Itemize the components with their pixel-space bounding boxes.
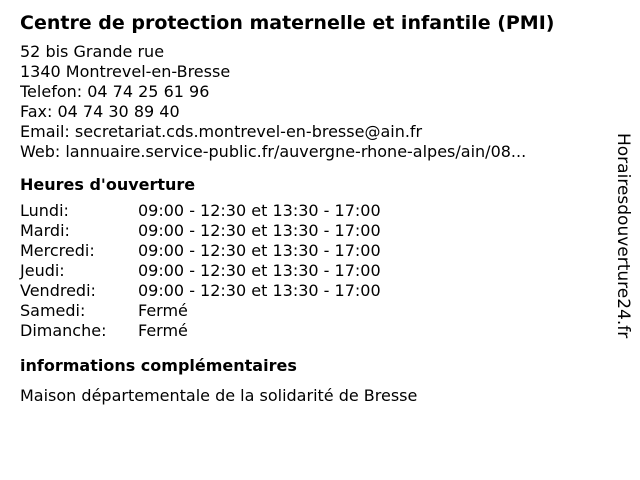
fax-line: Fax: 04 74 30 89 40	[20, 102, 180, 121]
day-label: Samedi:	[20, 301, 86, 320]
time-value: 09:00 - 12:30 et 13:30 - 17:00	[138, 221, 381, 240]
site-watermark: Horairesdouverture24.fr	[613, 133, 633, 339]
web-line: Web: lannuaire.service-public.fr/auvergne-rhone-alpes/ain/08...	[20, 142, 527, 161]
day-label: Dimanche:	[20, 321, 107, 340]
hours-heading: Heures d'ouverture	[20, 175, 196, 194]
time-value: 09:00 - 12:30 et 13:30 - 17:00	[138, 281, 381, 300]
time-value: 09:00 - 12:30 et 13:30 - 17:00	[138, 201, 381, 220]
time-value: 09:00 - 12:30 et 13:30 - 17:00	[138, 261, 381, 280]
day-label: Vendredi:	[20, 281, 96, 300]
hours-table	[20, 201, 610, 341]
contact-block	[20, 42, 610, 162]
day-label: Jeudi:	[20, 261, 65, 280]
address-line-2: 1340 Montrevel-en-Bresse	[20, 62, 231, 81]
time-value: Fermé	[138, 321, 188, 340]
hours-row-samedi	[20, 301, 610, 321]
info-card	[20, 10, 610, 406]
address-line-1: 52 bis Grande rue	[20, 42, 165, 61]
hours-row-lundi	[20, 201, 610, 221]
hours-row-vendredi	[20, 281, 610, 301]
time-value: 09:00 - 12:30 et 13:30 - 17:00	[138, 241, 381, 260]
day-label: Mercredi:	[20, 241, 95, 260]
extra-info-text: Maison départementale de la solidarité de Bresse	[20, 386, 418, 405]
hours-row-dimanche	[20, 321, 610, 341]
day-label: Lundi:	[20, 201, 69, 220]
page-title: Centre de protection maternelle et infantile (PMI)	[20, 12, 555, 34]
phone-line: Telefon: 04 74 25 61 96	[20, 82, 210, 101]
extra-info-heading: informations complémentaires	[20, 356, 297, 375]
email-line: Email: secretariat.cds.montrevel-en-bresse@ain.fr	[20, 122, 423, 141]
time-value: Fermé	[138, 301, 188, 320]
day-label: Mardi:	[20, 221, 70, 240]
hours-row-jeudi	[20, 261, 610, 281]
hours-row-mardi	[20, 221, 610, 241]
hours-row-mercredi	[20, 241, 610, 261]
